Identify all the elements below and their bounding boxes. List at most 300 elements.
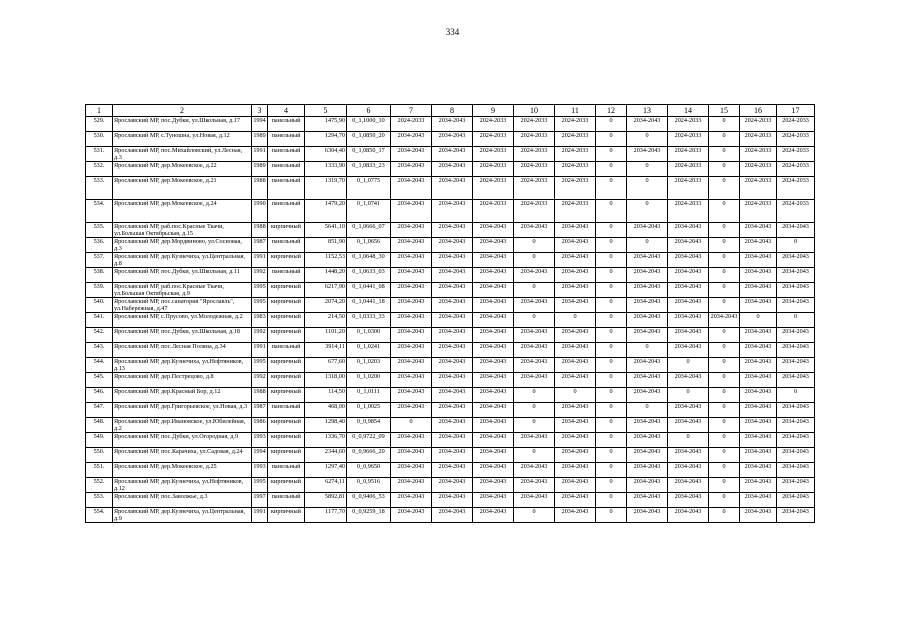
address-cell: Ярославский МР, дер.Красный Бор, д.12	[113, 388, 252, 403]
period-cell: 2034-2043	[514, 358, 555, 373]
column-header: 1	[86, 105, 113, 117]
row-number: 553.	[86, 493, 113, 508]
row-number: 548.	[86, 418, 113, 433]
period-cell: 2034-2043	[627, 253, 668, 268]
period-cell: 0	[627, 162, 668, 177]
table-row	[86, 313, 815, 328]
area-cell: 1297,40	[305, 463, 347, 478]
table-row	[86, 448, 815, 463]
code-cell: 0_1,0648_30	[347, 253, 391, 268]
period-cell: 2034-2043	[473, 328, 514, 343]
area-cell: 6304,40	[305, 147, 347, 162]
address-cell: Ярославский МР, дер.Мокеевское, д.21	[113, 177, 252, 200]
address-cell: Ярославский МР, пос.Дубки, ул.Школьная, д.18	[113, 328, 252, 343]
period-cell: 0	[596, 223, 627, 238]
period-cell: 2034-2043	[668, 298, 709, 313]
period-cell: 0	[596, 448, 627, 463]
code-cell: 0_1,0111	[347, 388, 391, 403]
period-cell: 0	[668, 388, 709, 403]
year-cell: 1993	[252, 433, 268, 448]
period-cell: 2034-2043	[514, 373, 555, 388]
row-number: 535.	[86, 223, 113, 238]
period-cell: 0	[709, 403, 740, 418]
period-cell: 2024-2033	[473, 177, 514, 200]
period-cell: 2034-2043	[432, 298, 473, 313]
period-cell: 2034-2043	[391, 463, 432, 478]
period-cell: 0	[709, 328, 740, 343]
table-body	[86, 117, 815, 523]
code-cell: 0_1,0741	[347, 200, 391, 223]
period-cell: 0	[596, 463, 627, 478]
year-cell: 1995	[252, 298, 268, 313]
period-cell: 0	[709, 433, 740, 448]
period-cell: 0	[627, 132, 668, 147]
address-cell: Ярославский МР, пос.Дубки, ул.Огородная, д.9	[113, 433, 252, 448]
period-cell: 2024-2033	[740, 132, 777, 147]
period-cell: 2034-2043	[555, 493, 596, 508]
row-number: 541.	[86, 313, 113, 328]
code-cell: 0_0,9406_53	[347, 493, 391, 508]
address-cell: Ярославский МР, с.Туношна, ул.Новая, д.12	[113, 132, 252, 147]
period-cell: 2034-2043	[514, 463, 555, 478]
period-cell: 2034-2043	[514, 328, 555, 343]
table-row	[86, 253, 815, 268]
year-cell: 1992	[252, 373, 268, 388]
period-cell: 2034-2043	[668, 373, 709, 388]
period-cell: 0	[740, 313, 777, 328]
period-cell: 0	[596, 177, 627, 200]
table-row	[86, 508, 815, 523]
period-cell: 2034-2043	[432, 283, 473, 298]
period-cell: 0	[514, 253, 555, 268]
code-cell: 0_1,0633_03	[347, 268, 391, 283]
period-cell: 2034-2043	[391, 448, 432, 463]
table-row	[86, 200, 815, 223]
period-cell: 2024-2033	[740, 147, 777, 162]
period-cell: 2034-2043	[777, 358, 815, 373]
period-cell: 2024-2033	[777, 147, 815, 162]
period-cell: 0	[709, 478, 740, 493]
period-cell: 2034-2043	[473, 388, 514, 403]
area-cell: 468,00	[305, 403, 347, 418]
period-cell: 2034-2043	[555, 253, 596, 268]
period-cell: 2034-2043	[777, 328, 815, 343]
period-cell: 2034-2043	[473, 268, 514, 283]
period-cell: 2034-2043	[555, 448, 596, 463]
period-cell: 0	[709, 358, 740, 373]
year-cell: 1993	[252, 463, 268, 478]
period-cell: 2034-2043	[514, 493, 555, 508]
material-cell: кирпичный	[268, 313, 305, 328]
period-cell: 2034-2043	[391, 358, 432, 373]
period-cell: 2024-2033	[555, 200, 596, 223]
column-header: 6	[347, 105, 391, 117]
period-cell: 0	[514, 418, 555, 433]
period-cell: 2024-2033	[473, 117, 514, 132]
period-cell: 2034-2043	[391, 283, 432, 298]
period-cell: 2024-2033	[740, 117, 777, 132]
period-cell: 2034-2043	[432, 268, 473, 283]
code-cell: 0_1,0241	[347, 343, 391, 358]
material-cell: кирпичный	[268, 448, 305, 463]
period-cell: 2034-2043	[777, 373, 815, 388]
period-cell: 0	[596, 313, 627, 328]
period-cell: 2034-2043	[627, 388, 668, 403]
year-cell: 1989	[252, 162, 268, 177]
period-cell: 2034-2043	[555, 298, 596, 313]
area-cell: 2074,20	[305, 298, 347, 313]
material-cell: панельный	[268, 147, 305, 162]
year-cell: 1987	[252, 403, 268, 418]
period-cell: 2034-2043	[473, 508, 514, 523]
year-cell: 1988	[252, 388, 268, 403]
area-cell: 5641,10	[305, 223, 347, 238]
period-cell: 2034-2043	[432, 253, 473, 268]
period-cell: 0	[596, 298, 627, 313]
code-cell: 0_0,9854	[347, 418, 391, 433]
housing-table	[85, 104, 815, 523]
period-cell: 2034-2043	[740, 238, 777, 253]
table-row	[86, 463, 815, 478]
material-cell: кирпичный	[268, 373, 305, 388]
row-number: 543.	[86, 343, 113, 358]
period-cell: 2034-2043	[432, 358, 473, 373]
period-cell: 2034-2043	[514, 433, 555, 448]
code-cell: 0_0,9650	[347, 463, 391, 478]
period-cell: 2024-2033	[668, 132, 709, 147]
code-cell: 0_1,0666_07	[347, 223, 391, 238]
year-cell: 1987	[252, 238, 268, 253]
material-cell: панельный	[268, 162, 305, 177]
period-cell: 0	[709, 162, 740, 177]
period-cell: 0	[596, 117, 627, 132]
row-number: 550.	[86, 448, 113, 463]
period-cell: 2024-2033	[740, 177, 777, 200]
area-cell: 114,50	[305, 388, 347, 403]
period-cell: 2034-2043	[668, 253, 709, 268]
period-cell: 2034-2043	[627, 463, 668, 478]
period-cell: 2034-2043	[555, 418, 596, 433]
year-cell: 1988	[252, 223, 268, 238]
row-number: 530.	[86, 132, 113, 147]
period-cell: 2034-2043	[777, 478, 815, 493]
row-number: 547.	[86, 403, 113, 418]
period-cell: 0	[709, 508, 740, 523]
material-cell: панельный	[268, 343, 305, 358]
period-cell: 2034-2043	[432, 418, 473, 433]
period-cell: 2034-2043	[555, 238, 596, 253]
column-header: 7	[391, 105, 432, 117]
material-cell: панельный	[268, 200, 305, 223]
period-cell: 2034-2043	[627, 433, 668, 448]
column-header: 10	[514, 105, 555, 117]
period-cell: 2034-2043	[777, 493, 815, 508]
period-cell: 2034-2043	[391, 238, 432, 253]
period-cell: 2034-2043	[555, 343, 596, 358]
code-cell: 0_1,0441_08	[347, 283, 391, 298]
year-cell: 1986	[252, 418, 268, 433]
period-cell: 0	[596, 358, 627, 373]
period-cell: 2034-2043	[740, 328, 777, 343]
period-cell: 2024-2033	[514, 162, 555, 177]
column-header: 11	[555, 105, 596, 117]
period-cell: 2024-2033	[668, 147, 709, 162]
address-cell: Ярославский МР, дер.Кузнечиха, ул.Центральная, д.8	[113, 253, 252, 268]
period-cell: 0	[596, 132, 627, 147]
table-row	[86, 177, 815, 200]
period-cell: 2034-2043	[473, 343, 514, 358]
address-cell: Ярославский МР, дер.Мордвиново, ул.Сосновая, д.3	[113, 238, 252, 253]
period-cell: 2034-2043	[627, 508, 668, 523]
period-cell: 2034-2043	[668, 313, 709, 328]
year-cell: 1994	[252, 448, 268, 463]
material-cell: панельный	[268, 463, 305, 478]
year-cell: 1992	[252, 328, 268, 343]
area-cell: 1333,90	[305, 162, 347, 177]
material-cell: кирпичный	[268, 283, 305, 298]
column-header: 15	[709, 105, 740, 117]
period-cell: 2034-2043	[514, 298, 555, 313]
row-number: 529.	[86, 117, 113, 132]
column-header: 8	[432, 105, 473, 117]
material-cell: кирпичный	[268, 478, 305, 493]
column-header: 13	[627, 105, 668, 117]
period-cell: 2034-2043	[740, 358, 777, 373]
period-cell: 2034-2043	[391, 177, 432, 200]
period-cell: 2034-2043	[627, 313, 668, 328]
area-cell: 1177,70	[305, 508, 347, 523]
column-header: 16	[740, 105, 777, 117]
period-cell: 2034-2043	[391, 343, 432, 358]
row-number: 534.	[86, 200, 113, 223]
period-cell: 2034-2043	[668, 343, 709, 358]
period-cell: 2034-2043	[777, 403, 815, 418]
area-cell: 214,50	[305, 313, 347, 328]
row-number: 537.	[86, 253, 113, 268]
material-cell: панельный	[268, 132, 305, 147]
period-cell: 0	[709, 223, 740, 238]
period-cell: 2034-2043	[777, 448, 815, 463]
period-cell: 2034-2043	[473, 403, 514, 418]
period-cell: 2034-2043	[391, 328, 432, 343]
row-number: 540.	[86, 298, 113, 313]
period-cell: 2034-2043	[668, 448, 709, 463]
code-cell: 0_0,9722_09	[347, 433, 391, 448]
period-cell: 2024-2033	[740, 162, 777, 177]
material-cell: кирпичный	[268, 328, 305, 343]
material-cell: кирпичный	[268, 298, 305, 313]
code-cell: 0_1,1000_10	[347, 117, 391, 132]
period-cell: 0	[596, 328, 627, 343]
period-cell: 2034-2043	[432, 478, 473, 493]
code-cell: 0_1,0025	[347, 403, 391, 418]
period-cell: 2034-2043	[627, 283, 668, 298]
period-cell: 0	[596, 403, 627, 418]
period-cell: 0	[709, 238, 740, 253]
period-cell: 2034-2043	[391, 433, 432, 448]
area-cell: 1479,20	[305, 200, 347, 223]
period-cell: 0	[709, 343, 740, 358]
period-cell: 2034-2043	[777, 298, 815, 313]
period-cell: 2034-2043	[740, 283, 777, 298]
period-cell: 2034-2043	[514, 268, 555, 283]
period-cell: 0	[514, 238, 555, 253]
row-number: 549.	[86, 433, 113, 448]
area-cell: 2344,60	[305, 448, 347, 463]
period-cell: 0	[514, 388, 555, 403]
period-cell: 2034-2043	[668, 508, 709, 523]
period-cell: 2024-2033	[777, 177, 815, 200]
period-cell: 0	[627, 177, 668, 200]
period-cell: 0	[709, 493, 740, 508]
period-cell: 2034-2043	[740, 253, 777, 268]
period-cell: 2034-2043	[391, 253, 432, 268]
period-cell: 2034-2043	[432, 508, 473, 523]
area-cell: 1294,70	[305, 132, 347, 147]
period-cell: 2034-2043	[740, 223, 777, 238]
row-number: 536.	[86, 238, 113, 253]
period-cell: 0	[514, 403, 555, 418]
year-cell: 1995	[252, 283, 268, 298]
period-cell: 2034-2043	[740, 448, 777, 463]
table-row	[86, 238, 815, 253]
period-cell: 2034-2043	[740, 373, 777, 388]
period-cell: 2034-2043	[473, 448, 514, 463]
period-cell: 2034-2043	[555, 478, 596, 493]
code-cell: 0_1,0850_20	[347, 132, 391, 147]
code-cell: 0_1,0850_17	[347, 147, 391, 162]
area-cell: 1319,70	[305, 177, 347, 200]
year-cell: 1992	[252, 268, 268, 283]
table-row	[86, 268, 815, 283]
year-cell: 1995	[252, 478, 268, 493]
code-cell: 0_0,9666_20	[347, 448, 391, 463]
period-cell: 0	[709, 283, 740, 298]
period-cell: 2034-2043	[432, 343, 473, 358]
period-cell: 2034-2043	[432, 463, 473, 478]
period-cell: 2034-2043	[627, 223, 668, 238]
row-number: 545.	[86, 373, 113, 388]
period-cell: 0	[709, 117, 740, 132]
address-cell: Ярославский МР, пос.Дубки, ул.Школьная, д.17	[113, 117, 252, 132]
period-cell: 2034-2043	[432, 448, 473, 463]
period-cell: 0	[596, 493, 627, 508]
address-cell: Ярославский МР, пос.Заволжье, д.3	[113, 493, 252, 508]
period-cell: 2034-2043	[432, 238, 473, 253]
period-cell: 0	[709, 388, 740, 403]
period-cell: 0	[514, 283, 555, 298]
period-cell: 0	[668, 433, 709, 448]
period-cell: 0	[596, 418, 627, 433]
period-cell: 2024-2033	[777, 117, 815, 132]
period-cell: 0	[596, 343, 627, 358]
code-cell: 0_1,0656	[347, 238, 391, 253]
period-cell: 0	[596, 508, 627, 523]
period-cell: 2034-2043	[391, 403, 432, 418]
address-cell: Ярославский МР, дер.Пестрецово, д.8	[113, 373, 252, 388]
period-cell: 2034-2043	[432, 493, 473, 508]
period-cell: 2034-2043	[627, 358, 668, 373]
period-cell: 2034-2043	[668, 283, 709, 298]
period-cell: 2034-2043	[740, 493, 777, 508]
period-cell: 2034-2043	[777, 433, 815, 448]
period-cell: 0	[709, 132, 740, 147]
period-cell: 2024-2033	[473, 162, 514, 177]
period-cell: 2034-2043	[777, 508, 815, 523]
period-cell: 2034-2043	[668, 403, 709, 418]
period-cell: 2034-2043	[473, 373, 514, 388]
period-cell: 2034-2043	[555, 328, 596, 343]
row-number: 546.	[86, 388, 113, 403]
period-cell: 2034-2043	[555, 403, 596, 418]
period-cell: 0	[709, 418, 740, 433]
material-cell: панельный	[268, 177, 305, 200]
year-cell: 1988	[252, 177, 268, 200]
period-cell: 0	[596, 373, 627, 388]
period-cell: 2024-2033	[514, 177, 555, 200]
period-cell: 2034-2043	[709, 313, 740, 328]
column-header: 3	[252, 105, 268, 117]
material-cell: панельный	[268, 238, 305, 253]
area-cell: 6274,11	[305, 478, 347, 493]
period-cell: 0	[514, 448, 555, 463]
period-cell: 0	[709, 298, 740, 313]
address-cell: Ярославский МР, дер.Мокеевское, д.25	[113, 463, 252, 478]
period-cell: 2034-2043	[391, 162, 432, 177]
period-cell: 2034-2043	[391, 132, 432, 147]
period-cell: 2034-2043	[391, 508, 432, 523]
period-cell: 2024-2033	[473, 147, 514, 162]
period-cell: 2034-2043	[627, 268, 668, 283]
period-cell: 0	[555, 388, 596, 403]
code-cell: 0_0,9516	[347, 478, 391, 493]
period-cell: 2034-2043	[555, 373, 596, 388]
period-cell: 2024-2033	[473, 200, 514, 223]
address-cell: Ярославский МР, дер.Григорьевское, ул.Новая, д.3	[113, 403, 252, 418]
period-cell: 2034-2043	[627, 493, 668, 508]
address-cell: Ярославский МР, пос.санатория "Ярославль", ул.Набережная, д.47	[113, 298, 252, 313]
period-cell: 0	[627, 200, 668, 223]
code-cell: 0_1,0200	[347, 373, 391, 388]
period-cell: 0	[709, 448, 740, 463]
area-cell: 1475,90	[305, 117, 347, 132]
column-header: 12	[596, 105, 627, 117]
code-cell: 0_1,0333_33	[347, 313, 391, 328]
area-cell: 677,60	[305, 358, 347, 373]
period-cell: 2034-2043	[777, 463, 815, 478]
period-cell: 2024-2033	[514, 147, 555, 162]
period-cell: 2034-2043	[473, 493, 514, 508]
year-cell: 1983	[252, 313, 268, 328]
period-cell: 2034-2043	[391, 200, 432, 223]
period-cell: 2034-2043	[555, 283, 596, 298]
period-cell: 2034-2043	[473, 223, 514, 238]
period-cell: 2024-2033	[555, 132, 596, 147]
period-cell: 2034-2043	[777, 283, 815, 298]
period-cell: 2034-2043	[473, 313, 514, 328]
period-cell: 2024-2033	[777, 132, 815, 147]
period-cell: 2034-2043	[432, 147, 473, 162]
period-cell: 0	[514, 508, 555, 523]
area-cell: 1448,20	[305, 268, 347, 283]
period-cell: 2034-2043	[668, 478, 709, 493]
period-cell: 2034-2043	[777, 223, 815, 238]
period-cell: 0	[777, 313, 815, 328]
period-cell: 2034-2043	[740, 343, 777, 358]
area-cell: 6217,90	[305, 283, 347, 298]
table-row	[86, 403, 815, 418]
period-cell: 2034-2043	[432, 313, 473, 328]
